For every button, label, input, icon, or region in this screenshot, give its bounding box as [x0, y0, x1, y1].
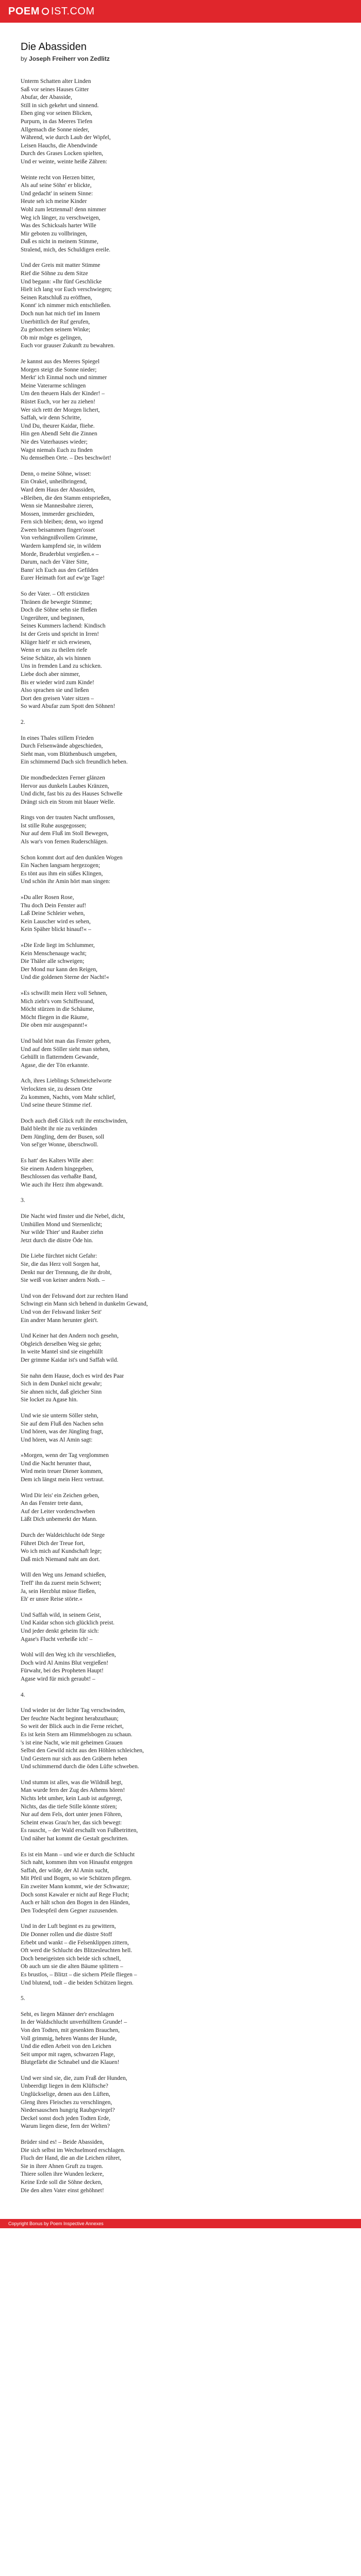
poem-line: Warum liegen diese, fern der Welten? [21, 2123, 110, 2130]
stanza [21, 1077, 340, 1109]
poem-line: Wenn er uns zu theilen riefe [21, 647, 88, 654]
poem-line: Nie des Vaterhauses wieder; [21, 438, 88, 445]
author-link[interactable]: Joseph Freiherr von Zedlitz [29, 55, 110, 62]
poem-line: Wird mein treuer Diener kommen, [21, 1468, 103, 1475]
poem-line: Und die edlen Arbeit von den Leichen [21, 2043, 111, 2050]
poem-line: Mich zieht's vom Schiffesrand, [21, 998, 95, 1005]
poem-line: Fluch der Hand, die an die Leichen rühret, [21, 2155, 122, 2162]
poem-line: Und schimmernd durch die öden Lüfte schweben. [21, 1764, 139, 1770]
poem-line: Ward dem Haus der Abassiden, [21, 486, 95, 493]
poem-line: »Es schwillt mein Herz voll Sehnen, [21, 990, 107, 996]
poem-line: Und auf dem Söller sieht man stehen, [21, 1046, 110, 1053]
poem-line: Oft werd die Schlucht des Blitzesleuchten hell. [21, 1947, 133, 1954]
poem-line: Doch auch dieß Glück ruft ihr entschwinden, [21, 1117, 128, 1124]
poem-line: Dort den greisen Vater sitzen – [21, 695, 94, 702]
stanza [21, 1492, 340, 1524]
section-number: 5. [21, 1995, 25, 2002]
poem-line: Hin gen Abendl Seht die Zinnen [21, 431, 97, 437]
stanza [21, 814, 340, 846]
poem-line: Heute seh ich meine Kinder [21, 198, 87, 205]
poem-line: Bann' ich Euch aus den Gefilden [21, 567, 99, 573]
poem-line: Und stumm ist alles, was die Wildniß hegt, [21, 1779, 123, 1786]
poem-line: Durch Felsenwände abgeschieden, [21, 743, 103, 750]
poem-line: Abufar, der Abasside, [21, 94, 72, 101]
poem-line: Man wurde fern der Zug des Athems hören! [21, 1787, 125, 1794]
poem-line: Nu demselben Orte. – Des beschwört! [21, 455, 111, 462]
stanza [21, 358, 340, 463]
poem-line: Kein Lauscher wird es sehen, [21, 918, 91, 925]
poem-line: »Die Erde liegt im Schlummer, [21, 942, 95, 948]
poem-line: Uns in fremden Land zu schicken. [21, 663, 102, 670]
poem-line: Und der Greis mit matter Stimme [21, 262, 101, 269]
poem-line: Die Nacht wird finster und die Nebel, dicht, [21, 1213, 125, 1220]
poem-line: Blutgefärbt die Schnabel und die Klauen! [21, 2059, 120, 2066]
poem-line: Und schön ihr Amin hört man singen: [21, 878, 110, 885]
poem-line: Durch der Waldeichlucht öde Stege [21, 1532, 105, 1539]
poem-line: Nichts, das die tiefe Stille könnte stören; [21, 1803, 117, 1810]
poem-line: Und jeder denkt geheim für sich: [21, 1628, 99, 1634]
poem-line: Doch beneigeisten sich beide sich schnell, [21, 1955, 121, 1962]
poem-line: »Morgen, wenn der Tag verglommen [21, 1452, 109, 1459]
poem-line: In der Waldschlucht unverhülltem Grunde! – [21, 2019, 127, 2026]
poem-line: Sich naht, kommen ihm von Hinaufst entgegen [21, 1859, 133, 1866]
poem-line: Mit Pfeil und Bogen, so wie Schützen pflegen. [21, 1875, 132, 1882]
poem-line: Nur wilde Thier' und Rauber ziehn [21, 1229, 103, 1236]
poem-line: Allgemach die Sonne nieder, [21, 126, 90, 133]
poem-line: Weinte recht von Herzen bitter, [21, 174, 95, 181]
poem-line: Darum, nach der Väter Sitte, [21, 559, 89, 566]
poem-line: Sich in dem Dunkel nicht gewahr; [21, 1381, 102, 1387]
poem-line: Fern sich bleiben; denn, wo irgend [21, 519, 103, 526]
section-number: 3. [21, 1197, 25, 1204]
poem-line: Als auf seine Söhn' er blickte, [21, 182, 92, 189]
poem-line: Und hören, was Al Amin sagt: [21, 1436, 93, 1443]
poem-line: Und bald hört man das Fenster gehen, [21, 1038, 111, 1044]
poem-line: Auf der Leiter vorderschweben [21, 1508, 95, 1515]
poem-line: Ob mir möge es gelingen, [21, 334, 83, 341]
poem-line: Ist der Greis und spricht in Irren! [21, 631, 100, 637]
poem-line: Sie auf dem Fluß den Nachen sehn [21, 1420, 104, 1427]
stanza [21, 774, 340, 806]
stanza [21, 1923, 340, 1987]
poem-line: Zween beisammen fingen'osset [21, 527, 95, 533]
poem-line: Zu gehorchen seinem Winke; [21, 327, 91, 333]
poem-line: Eh' er unsre Reise störte.« [21, 1596, 83, 1603]
poem-line: Purpurn, in das Meeres Tiefen [21, 118, 92, 125]
poem-line: Ja, sein Herzblut müsse fließen, [21, 1588, 96, 1595]
poem-line: Klüger hielt' er sich erwiesen, [21, 639, 92, 646]
poem-line: Fürwahr, bei des Propheten Haupt! [21, 1668, 104, 1674]
poem-line: Rief die Söhne zu dem Sitze [21, 270, 88, 277]
poem-line: Voll grimmig, hehren Wanns der Hunde, [21, 2035, 117, 2042]
poem-line: Brüder sind es! – Beide Abassiden, [21, 2139, 104, 2146]
poem-line: Agase wird für mich geraubt! – [21, 1675, 95, 1682]
poem-line: Agase's Flucht verheiße ich! – [21, 1636, 93, 1642]
poem-line: Drängt sich ein Strom mit blauer Welle. [21, 799, 116, 805]
logo-circle-icon [42, 8, 49, 15]
poem-line: Hervor aus dunkeln Laubes Kränzen, [21, 783, 109, 789]
poem-line: Von sel'ger Wonne, überschwoll. [21, 1142, 99, 1148]
poem-line: »Du aller Rosen Rose, [21, 894, 74, 901]
poem-line: Gehüllt in flatterndem Gewande, [21, 1054, 99, 1061]
stanza [21, 1851, 340, 1916]
poem-line: Meine Vaterarme schlingen [21, 382, 86, 389]
poem-line: Wohl will den Weg ich ihr verschließen, [21, 1652, 116, 1658]
stanza [21, 1651, 340, 1683]
poem-line: Dem Jüngling, dem der Busen, soll [21, 1133, 104, 1140]
poem-line: Und Du, theurer Kaidar, fliehe. [21, 422, 95, 429]
poem-line: Seines Kummers lachend: Kindisch [21, 623, 106, 630]
poem-line: Um den theuern Hals der Kinder! – [21, 391, 105, 397]
poem-body [21, 78, 340, 2195]
poem-line: Kein Menschenauge wacht; [21, 950, 87, 957]
poem-line: Bald bleibt ihr nie zu verkünden [21, 1126, 97, 1132]
poem-line: Doch sonst Kawaler er nicht auf Rege Flucht; [21, 1891, 129, 1898]
poem-line: Die sich selbst im Wechselmord erschlagen. [21, 2147, 125, 2154]
poem-line: Beschlossen das verhaßte Band, [21, 1174, 97, 1180]
poem-line: Den Todespfeil dem Gegner zuzusenden. [21, 1907, 118, 1914]
poem-line: Es hatt' des Kalters Wille aber: [21, 1158, 94, 1164]
poem-line: Ungerührer, und beginnen, [21, 615, 85, 621]
poem-line: Will den Weg uns Jemand schießen, [21, 1572, 106, 1579]
poem-line: Durch des Grases Locken spielten, [21, 150, 103, 157]
logo-light-text: IST.COM [51, 5, 95, 17]
poem-line: Es ist kein Stern am Himmelsbogen zu schaun. [21, 1731, 133, 1738]
section-number: 4. [21, 1691, 25, 1698]
stanza [21, 894, 340, 934]
section-number: 2. [21, 719, 25, 725]
stanza [21, 1293, 340, 1325]
poem-line: »Bleiben, die den Stamm entsprießen, [21, 495, 111, 501]
poem-line: Die den alten Vater einst gehöhnet! [21, 2187, 104, 2194]
poem-line: Agase, die der Tön erkannte. [21, 1062, 89, 1069]
poem-line: Und begann: »Ihr fünf Geschlicke [21, 278, 102, 285]
poem-line: Unerbittlich der Ruf gerufen, [21, 318, 90, 325]
poem-line: Weg ich länger, zu verschweigen, [21, 214, 101, 221]
poem-line: Rüstet Euch, vor her zu ziehen! [21, 398, 95, 405]
poem-line: Sieht man, vom Blüthenbusch umgeben, [21, 751, 117, 757]
stanza [21, 735, 340, 767]
poem-line: Möcht stürzen in die Schäume, [21, 1006, 94, 1013]
poem-line: Der feuchte Nacht beginnt herabzuthaun; [21, 1715, 119, 1722]
poem-line: Die Donner rollen und die düstre Stoff [21, 1931, 112, 1938]
poem-line: In eines Thales stillem Frieden [21, 735, 94, 741]
poem-line: Nur auf dem Fluß im Stoll Bewegen, [21, 831, 109, 837]
poem-line: Stralend, mich, des Schuldigen ereile. [21, 246, 111, 253]
poem-line: Sie weiß von keiner andern Noth. – [21, 1277, 105, 1284]
poem-line: Daß mich Niemand naht am dort. [21, 1556, 100, 1563]
poem-line: So der Vater. – Oft erstickten [21, 591, 90, 598]
poem-line: Nur auf dem Fels, dort unter jenen Föhren, [21, 1811, 123, 1818]
poem-line: Still in sich gekehrt und sinnend. [21, 102, 99, 109]
poem-line: Seht, es liegen Männer der'r erschlagen [21, 2011, 114, 2018]
poem-line: Und Saffah wild, in seinem Geist, [21, 1612, 101, 1618]
poem-content [0, 23, 361, 2213]
poem-line: Thränen die bewegte Stimme; [21, 599, 92, 605]
poem-line: Dem ich längst mein Herz vertraut. [21, 1477, 105, 1483]
stanza [21, 1612, 340, 1643]
poem-line: Saß vor seines Hauses Gitter [21, 86, 89, 93]
poem-line: Konnt' ich nimmer mich entschließen. [21, 302, 111, 309]
stanza [21, 174, 340, 255]
poem-line: Seinen Ratschluß zu eröffnen, [21, 294, 92, 301]
poem-line: Die oben mir ausgespannt!« [21, 1022, 88, 1029]
poem-line: So weit der Blick auch in die Ferne reichet, [21, 1723, 124, 1730]
poem-line: Es rauscht, – der Wald erschallt von Fußbetritten, [21, 1827, 138, 1834]
site-footer [0, 2219, 361, 2228]
poem-line: Doch die Söhne sehn sie fließen [21, 607, 97, 614]
stanza [21, 1779, 340, 1843]
stanza [21, 262, 340, 350]
poem-line: Wo ich mich auf Kundschaft lege; [21, 1548, 102, 1555]
poem-line: Nichts lebt umher, kein Laub ist aufgeregt, [21, 1795, 122, 1802]
poem-line: Sie einem Andern hingegeben, [21, 1165, 94, 1172]
poem-byline [21, 55, 340, 62]
logo-bold-text: POEM [8, 5, 40, 17]
stanza [21, 990, 340, 1030]
poem-line: Also sprachen sie und ließen [21, 687, 89, 694]
stanza [21, 1117, 340, 1149]
poem-line: Obgleich derselben Weg sie gehn; [21, 1341, 102, 1347]
poem-line: Ein schimmernd Dach sich freundlich heben. [21, 759, 128, 766]
site-logo[interactable] [8, 6, 95, 18]
poem-line: Euch vor grauser Zukunft zu bewahren. [21, 343, 115, 349]
poem-line: Die mondbedeckten Ferner glänzen [21, 774, 105, 781]
stanza [21, 1038, 340, 1070]
poem-line: Seine Schätze, als wis hinnen [21, 655, 91, 662]
stanza [21, 1452, 340, 1484]
poem-line: Und gedacht' in seinem Sinne: [21, 190, 93, 197]
poem-line: Die Liebe fürchtet nicht Gefahr: [21, 1253, 97, 1260]
stanza [21, 590, 340, 711]
stanza [21, 2011, 340, 2067]
poem-line: Und wer sind sie, die, zum Fraß der Hunden, [21, 2075, 127, 2081]
site-header [0, 0, 361, 23]
poem-line: Der Mond nur kann den Reigen, [21, 966, 97, 973]
poem-line: Daß es nicht in meinem Stimme, [21, 239, 99, 245]
poem-line: Läßt Dich unbemerkt der Mann. [21, 1516, 97, 1523]
poem-line: Merkt' ich Einmal noch und nimmer [21, 375, 107, 381]
poem-line: Was des Schicksals harter Wille [21, 223, 96, 229]
poem-line: Es brustlos, – Blitzt – die sichern Pfeile fliegen – [21, 1971, 137, 1978]
poem-line: Je kannst aus des Meeres Spiegel [21, 359, 100, 365]
stanza [21, 942, 340, 982]
poem-line: Auch er hält schon den Bogen in den Händen, [21, 1900, 130, 1906]
poem-line: Sie nahn dem Hause, doch es wird des Paar [21, 1372, 124, 1379]
poem-line: Morde, Bruderblut vergießen.« – [21, 551, 99, 557]
poem-line: Verlockten sie, zu dessen Orte [21, 1086, 92, 1092]
stanza [21, 1372, 340, 1404]
poem-line: Selbst den Gewild nicht aus den Höhlen schleichen, [21, 1748, 144, 1754]
poem-line: Seit umpor mit ragen, schwarzen Flage, [21, 2051, 115, 2058]
poem-line: Zu kommen, Nachts, vom Mahr schlief, [21, 1094, 116, 1100]
poem-line: Umhüllen Mond und Sternenlicht; [21, 1221, 103, 1228]
poem-line: Möcht fliegen in die Räume, [21, 1014, 89, 1021]
poem-line: Wie auch ihr Herz ihm abgewandt. [21, 1181, 104, 1188]
poem-line: Sie, die das Herz voll Sorgen hat, [21, 1261, 100, 1267]
stanza [21, 1532, 340, 1564]
poem-line: Wardern kampfend sie, in wildem [21, 543, 101, 550]
stanza [21, 470, 340, 583]
poem-line: Niedersauschen hungrig Raubgeviegel? [21, 2107, 115, 2114]
poem-line: Und seine theure Stimme rief. [21, 1102, 92, 1109]
poem-line: Liebe doch aber nimmer, [21, 671, 80, 677]
poem-line: Als war's von fernen Ruderschlägen. [21, 839, 108, 845]
poem-line: Mossen, immerder geschieden, [21, 511, 95, 517]
stanza [21, 78, 340, 166]
poem-line: Doch wird Al Amins Blut vergießen! [21, 1659, 109, 1666]
poem-line: Und Gestern nur sich aus den Gräbern heben [21, 1755, 127, 1762]
poem-line: Schon kommt dort auf den dunklen Wogen [21, 854, 123, 861]
poem-line: Und er weinte, weinte heiße Zähren: [21, 158, 107, 165]
poem-line: Die Thäler alle schweigen; [21, 958, 85, 965]
poem-line: Thu doch Dein Fenster auf! [21, 902, 87, 909]
poem-line: Wer sich rettt der Morgen lichert, [21, 406, 100, 413]
poem-line: Treff' ihn da zuerst mein Schwert; [21, 1580, 102, 1586]
poem-line: So ward Abufar zum Spott den Söhnen! [21, 703, 116, 710]
poem-line: Ist stille Ruhe ausgegossen; [21, 822, 87, 829]
poem-line: Sie in ihrer Ahnen Gruft zu tragen. [21, 2163, 103, 2170]
poem-line: Unterm Schatten alter Linden [21, 78, 91, 84]
poem-line: Bis er wieder wird zum Kinde! [21, 679, 94, 686]
poem-line: Und wie sie unterm Söller stehn, [21, 1412, 99, 1419]
poem-line: Ach, ihres Lieblings Schmeichelworte [21, 1078, 112, 1084]
poem-line: Und in der Luft beginnt es zu gewittern, [21, 1923, 116, 1930]
poem-line: Deckel sonst doch jeden Todten Erde, [21, 2115, 110, 2122]
poem-line: Und Kaidar schon sich glücklich preist. [21, 1620, 115, 1626]
poem-line: Und von der Felswand linker Seit' [21, 1309, 102, 1315]
poem-line: Von verhängnißvollem Grimme, [21, 535, 97, 541]
stanza [21, 2139, 340, 2195]
poem-title: Die Abassiden [21, 41, 87, 53]
poem-line: Hielt ich lang vor Euch verschwiegen; [21, 286, 112, 293]
poem-line: Denn, o meine Söhne, wisset: [21, 470, 91, 477]
poem-line: Wird Dir leis' ein Zeichen geben, [21, 1492, 100, 1499]
poem-line: Kein Späher blickt hinauf!« – [21, 926, 91, 933]
poem-line: Ein Nachen langsam hergezogen; [21, 862, 101, 869]
poem-line: Und näher hat kommt die Gestalt geschritten. [21, 1836, 129, 1842]
poem-line: Eurer Heimath fort auf ew'ge Tage! [21, 575, 105, 582]
poem-line: Ein zweiter Mann kommt, wie der Schwanze; [21, 1884, 129, 1890]
stanza [21, 1157, 340, 1189]
poem-line: An das Fenster trete dann, [21, 1500, 83, 1507]
stanza [21, 1332, 340, 1364]
poem-line: Scheint etwas Grau'n her, das sich bewegt: [21, 1819, 122, 1826]
poem-line: Gleng ihres Fleisches zu verschlingen, [21, 2099, 112, 2106]
poem-line: Sie ahnen nicht, daß gleicher Sinn [21, 1388, 102, 1395]
poem-line: Morgen steigt die Sonne nieder; [21, 366, 97, 373]
poem-line: Eben ging vor seinen Blicken, [21, 110, 92, 117]
poem-line: 's ist eine Nacht, wie mit geheimen Grauen [21, 1739, 123, 1746]
poem-line: Doch nun hat mich tief im Innern [21, 311, 100, 317]
poem-line: Und hören, was der Jüngling fragt, [21, 1429, 104, 1435]
poem-line: Der grimme Kaidar ist's und Saffah wild. [21, 1357, 119, 1363]
poem-line: In weite Mantel sind sie eingehüllt [21, 1349, 103, 1355]
stanza [21, 1707, 340, 1771]
poem-line: Und die Nacht herunter thaut, [21, 1460, 91, 1467]
poem-line: Wohl zum letztenmal! denn nimmer [21, 206, 106, 213]
poem-line: Unglückselige, denen aus den Lüften, [21, 2091, 110, 2098]
poem-line: Führet Dich der Treue fort, [21, 1540, 85, 1547]
poem-line: Schwingt ein Mann sich behend in dunkelm Gewand, [21, 1301, 148, 1308]
poem-line: Und von der Felswand dort zur rechten Hand [21, 1293, 128, 1299]
poem-line: Rings von der trauten Nacht umflossen, [21, 815, 115, 821]
stanza [21, 1252, 340, 1284]
poem-line: Denkt nur der Trennung, die ihr droht, [21, 1269, 112, 1276]
poem-line: Wagst niemals Euch zu finden [21, 447, 93, 453]
poem-line: Von den Todten, mit gesenkten Brauchen, [21, 2027, 120, 2033]
stanza [21, 1412, 340, 1444]
poem-line: Keine Erde soll die Söhne decken, [21, 2179, 103, 2185]
poem-line: Leisen Hauchs, die Abendwinde [21, 142, 97, 149]
stanza [21, 2075, 340, 2131]
poem-line: Und dicht, fast bis zu des Hauses Schwelle [21, 791, 123, 798]
poem-line: Ein Orakel, unheilbringend, [21, 479, 87, 485]
poem-line: Es ist ein Mann – und wie er durch die Schlucht [21, 1851, 135, 1858]
stanza [21, 1213, 340, 1245]
poem-line: Thiere sollen ihre Wunden leckere, [21, 2171, 104, 2178]
poem-line: Saffah, wir denn Schritte, [21, 415, 81, 421]
poem-line: Saffah, der wilde, der Al Amin sucht, [21, 1867, 109, 1874]
poem-line: Ein andrer Mann herunter gleit't. [21, 1317, 99, 1324]
poem-line: Und wieder ist der lichte Tag verschwinden, [21, 1707, 126, 1714]
byline-prefix: by [21, 55, 27, 62]
footer-copyright: Copyright Bonus by Poem Inspective Annexes [8, 2221, 104, 2227]
poem-line: Und blutend, todt – die beiden Schützen liegen. [21, 1979, 134, 1986]
poem-line: Und die goldenen Sterne der Nacht!« [21, 974, 109, 981]
poem-line: Erbebt und wankt – die Felsenklippen zittern, [21, 1939, 129, 1946]
poem-line: Es tönt aus ihm ein süßes Klingen, [21, 870, 103, 877]
poem-line: Ob auch um sie die alten Bäume splittern – [21, 1963, 123, 1970]
stanza [21, 854, 340, 886]
stanza [21, 1571, 340, 1603]
poem-line: Jetzt durch die düstre Öde hin. [21, 1237, 93, 1244]
poem-line: Wenn sie Mannesbahre zieren, [21, 503, 93, 510]
poem-line: Unbeerdigt liegen in dem Klüftsche? [21, 2083, 108, 2090]
poem-line: Mir geboten zu vollbringen, [21, 230, 88, 237]
poem-line: Während, wie durch Laub der Wipfel, [21, 134, 111, 141]
poem-line: Sie locket zu Agase hin. [21, 1397, 78, 1403]
poem-line: Laß Deine Schleier wehen, [21, 910, 85, 917]
poem-line: Und Keiner hat den Andern noch gesehn, [21, 1333, 119, 1340]
